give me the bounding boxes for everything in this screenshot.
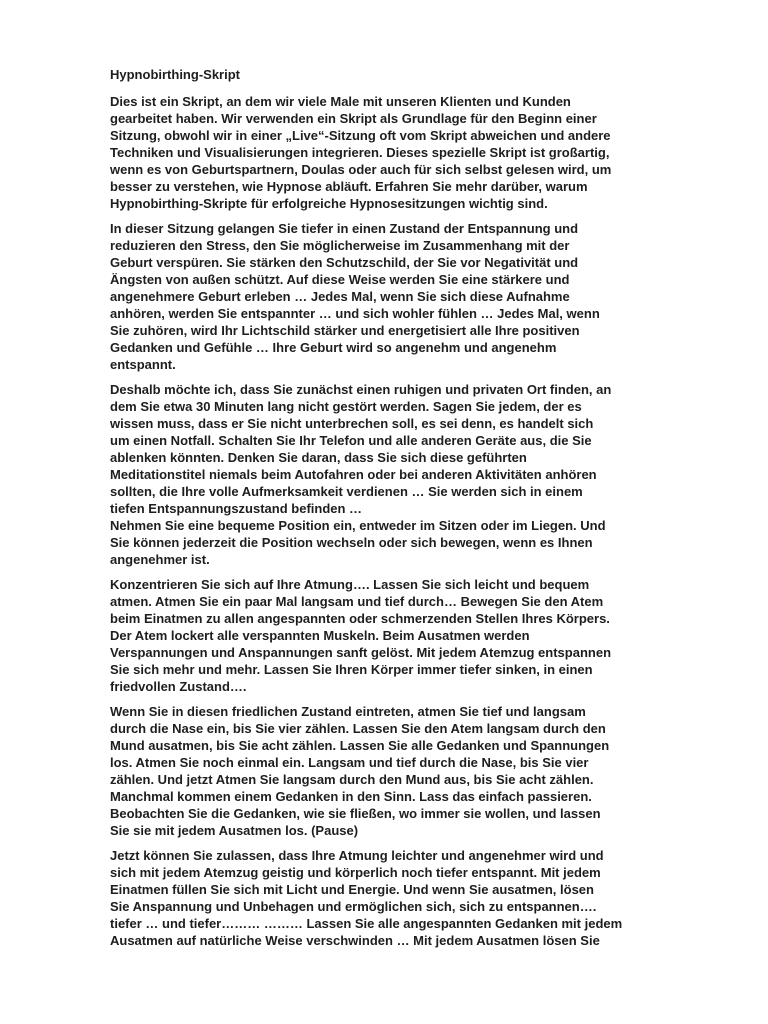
paragraph-quiet-place: Deshalb möchte ich, dass Sie zunächst einen ruhigen und privaten Ort finden, an dem Sie etwa 30 Minuten lang nicht gestört werden. Sagen Sie jedem, der es wissen muss, dass er Sie nicht unterbrechen soll, es sei denn, es handelt sich um einen Notfall. Schalten Sie Ihr Telefon und alle anderen Geräte aus, die Sie ablenken könnten. Denken Sie daran, dass Sie sich diese geführten Meditationstitel niemals beim Autofahren oder bei anderen Aktivitäten anhören sollten, die Ihre volle Aufmerksamkeit verdienen … Sie werden sich in einem tiefen Entspannungszustand befinden … <box>110 382 612 516</box>
paragraph-deeper: Jetzt können Sie zulassen, dass Ihre Atmung leichter und angenehmer wird und sich mit jedem Atemzug geistig und körperlich noch tiefer entspannt. Mit jedem Einatmen füllen Sie sich mit Licht und Energie. Und wenn Sie ausatmen, lösen Sie Anspannung und Unbehagen und ermöglichen sich, sich zu entspannen…. tiefer … und tiefer……… ……… Lassen Sie alle angespannten Gedanken mit jedem Ausatmen auf natürliche Weise verschwinden … Mit jedem Ausatmen lösen Sie <box>110 848 623 948</box>
paragraph-counting: Wenn Sie in diesen friedlichen Zustand eintreten, atmen Sie tief und langsam durch die Nase ein, bis Sie vier zählen. Lassen Sie den Atem langsam durch den Mund ausatmen, bis Sie acht zählen. Lassen Sie alle Gedanken und Spannungen los. Atmen Sie noch einmal ein. Langsam und tief durch die Nase, bis Sie vier zählen. Und jetzt Atmen Sie langsam durch den Mund aus, bis Sie acht zählen. Manchmal kommen einem Gedanken in den Sinn. Lass das einfach passieren. Beobachten Sie die Gedanken, wie sie fließen, wo immer sie wollen, und lassen Sie sie mit jedem Ausatmen los. (Pause) <box>110 704 610 838</box>
document-page <box>110 66 710 957</box>
paragraph-breathing: Konzentrieren Sie sich auf Ihre Atmung…. Lassen Sie sich leicht und bequem atmen. Atmen Sie ein paar Mal langsam und tief durch… Bewegen Sie den Atem beim Einatmen zu allen angespannten oder schmerzenden Stellen Ihres Körpers. Der Atem lockert alle verspannten Muskeln. Beim Ausatmen werden Verspannungen und Anspannungen sanft gelöst. Mit jedem Atemzug entspannen Sie sich mehr und mehr. Lassen Sie Ihren Körper immer tiefer sinken, in einen friedvollen Zustand…. <box>110 577 612 694</box>
document-title: Hypnobirthing-Skript <box>110 67 240 82</box>
paragraph-position: Nehmen Sie eine bequeme Position ein, entweder im Sitzen oder im Liegen. Und Sie können jederzeit die Position wechseln oder sich bewegen, wenn es Ihnen angenehmer ist. <box>110 518 606 567</box>
paragraph-intro: Dies ist ein Skript, an dem wir viele Male mit unseren Klienten und Kunden gearbeitet haben. Wir verwenden ein Skript als Grundlage für den Beginn einer Sitzung, obwohl wir in einer „Live“-Sitzung oft vom Skript abweichen und andere Techniken und Visualisierungen integrieren. Dieses spezielle Skript ist großartig, wenn es von Geburtspartnern, Doulas oder auch für sich selbst gelesen wird, um besser zu verstehen, wie Hypnose abläuft. Erfahren Sie mehr darüber, warum Hypnobirthing-Skripte für erfolgreiche Hypnosesitzungen wichtig sind. <box>110 94 612 211</box>
paragraph-session: In dieser Sitzung gelangen Sie tiefer in einen Zustand der Entspannung und reduzieren den Stress, den Sie möglicherweise im Zusammenhang mit der Geburt verspüren. Sie stärken den Schutzschild, der Sie vor Negativität und Ängsten von außen schützt. Auf diese Weise werden Sie eine stärkere und angenehmere Geburt erleben … Jedes Mal, wenn Sie sich diese Aufnahme anhören, werden Sie entspannter … und sich wohler fühlen … Jedes Mal, wenn Sie zuhören, wird Ihr Lichtschild stärker und energetisiert alle Ihre positiven Gedanken und Gefühle … Ihre Geburt wird so angenehm und angenehm entspannt. <box>110 221 600 372</box>
